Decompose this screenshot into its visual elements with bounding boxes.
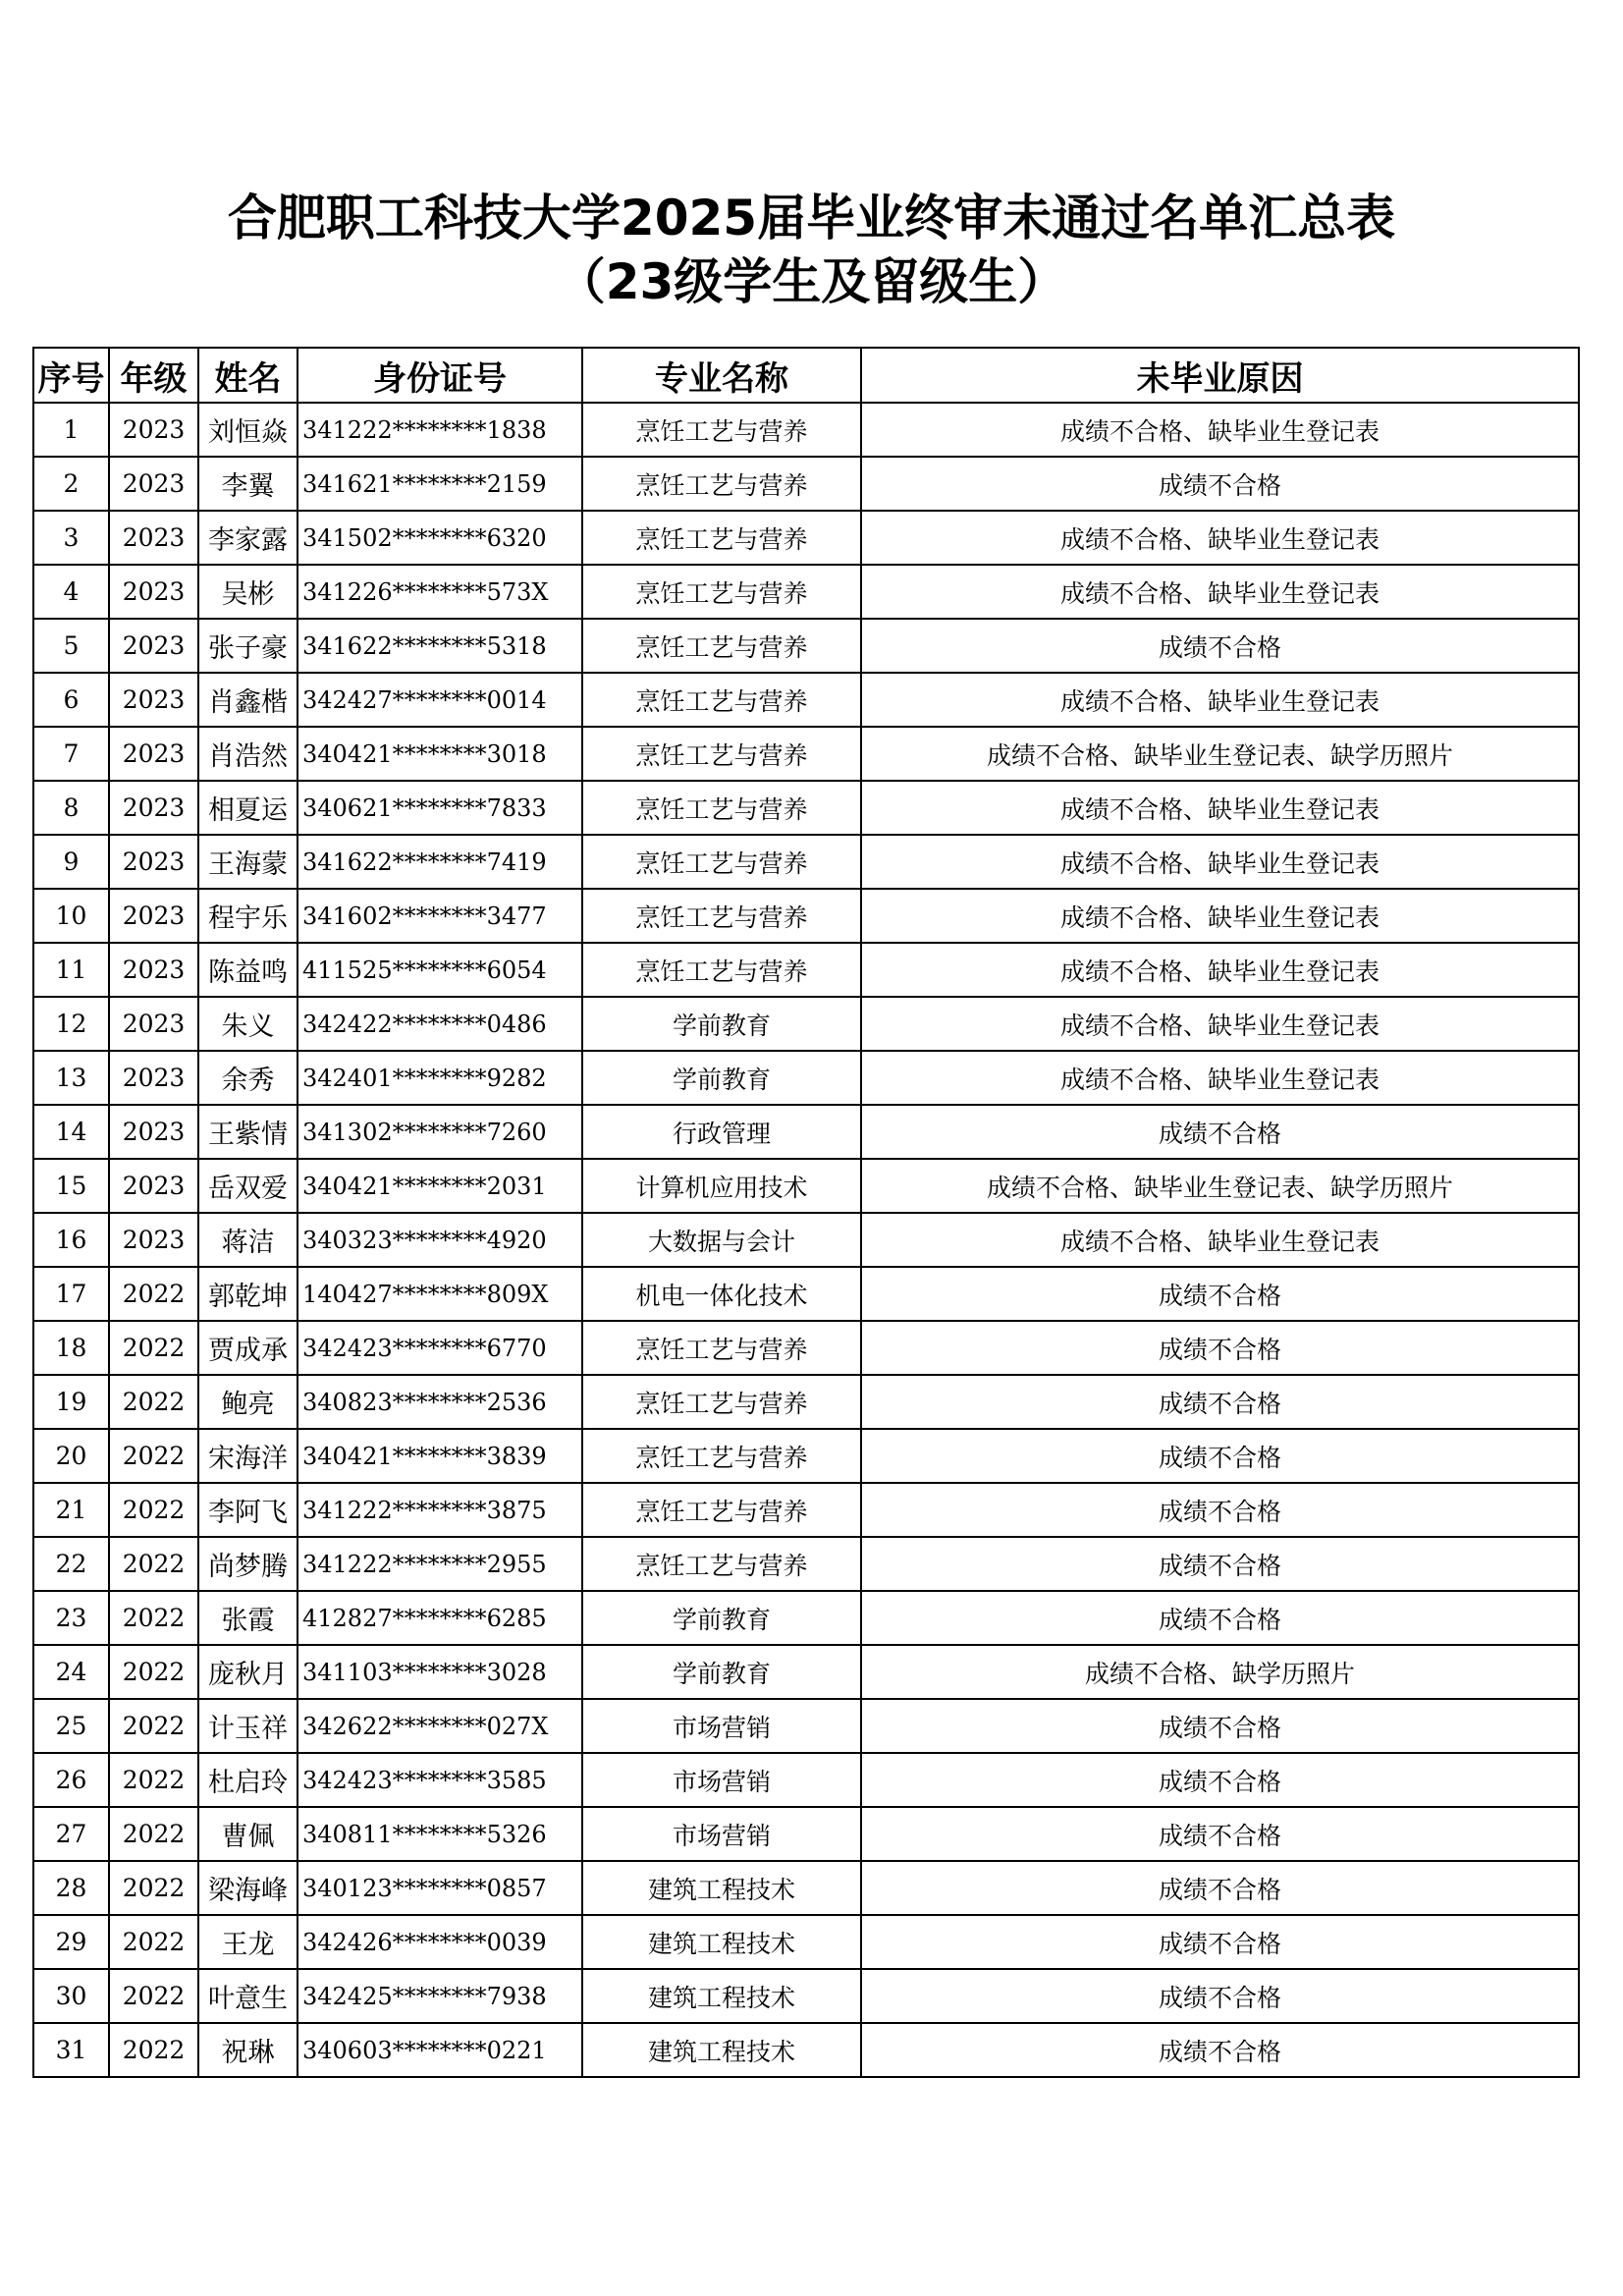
table-row: [33, 1537, 1579, 1591]
table-row: [33, 1267, 1579, 1321]
cell-major: 建筑工程技术: [582, 1861, 861, 1915]
cell-id-number: 341103********3028: [298, 1645, 582, 1699]
cell-reason: 成绩不合格、缺毕业生登记表: [861, 565, 1579, 619]
cell-major: 学前教育: [582, 997, 861, 1051]
cell-grade: 2022: [109, 1699, 198, 1753]
cell-major: 烹饪工艺与营养: [582, 619, 861, 673]
table-row: [33, 1213, 1579, 1267]
table-row: [33, 997, 1579, 1051]
table-row: [33, 1969, 1579, 2023]
cell-id-number: 341302********7260: [298, 1105, 582, 1159]
cell-grade: 2023: [109, 781, 198, 835]
cell-index: 20: [33, 1429, 109, 1483]
table-row: [33, 565, 1579, 619]
cell-id-number: 342622********027X: [298, 1699, 582, 1753]
header-grade: 年级: [109, 348, 198, 403]
cell-major: 建筑工程技术: [582, 1915, 861, 1969]
cell-index: 31: [33, 2023, 109, 2077]
cell-reason: 成绩不合格: [861, 1753, 1579, 1807]
cell-name: 张子豪: [198, 619, 298, 673]
cell-index: 17: [33, 1267, 109, 1321]
cell-grade: 2022: [109, 1861, 198, 1915]
cell-name: 李家露: [198, 511, 298, 565]
cell-index: 19: [33, 1375, 109, 1429]
cell-id-number: 342423********3585: [298, 1753, 582, 1807]
cell-reason: 成绩不合格: [861, 1483, 1579, 1537]
cell-major: 学前教育: [582, 1591, 861, 1645]
cell-grade: 2023: [109, 943, 198, 997]
cell-name: 祝琳: [198, 2023, 298, 2077]
cell-name: 朱义: [198, 997, 298, 1051]
cell-id-number: 341621********2159: [298, 457, 582, 511]
cell-name: 计玉祥: [198, 1699, 298, 1753]
cell-id-number: 341622********7419: [298, 835, 582, 889]
cell-name: 王龙: [198, 1915, 298, 1969]
table-row: [33, 1429, 1579, 1483]
cell-id-number: 341222********3875: [298, 1483, 582, 1537]
cell-reason: 成绩不合格: [861, 1537, 1579, 1591]
cell-index: 23: [33, 1591, 109, 1645]
cell-major: 市场营销: [582, 1753, 861, 1807]
table-row: [33, 943, 1579, 997]
cell-grade: 2023: [109, 403, 198, 457]
cell-index: 22: [33, 1537, 109, 1591]
cell-major: 烹饪工艺与营养: [582, 565, 861, 619]
cell-reason: 成绩不合格: [861, 2023, 1579, 2077]
cell-name: 蒋洁: [198, 1213, 298, 1267]
cell-index: 15: [33, 1159, 109, 1213]
cell-major: 烹饪工艺与营养: [582, 403, 861, 457]
cell-id-number: 341226********573X: [298, 565, 582, 619]
cell-id-number: 340123********0857: [298, 1861, 582, 1915]
cell-grade: 2022: [109, 1429, 198, 1483]
cell-name: 程宇乐: [198, 889, 298, 943]
cell-grade: 2022: [109, 1969, 198, 2023]
cell-id-number: 412827********6285: [298, 1591, 582, 1645]
table-row: [33, 835, 1579, 889]
cell-id-number: 340621********7833: [298, 781, 582, 835]
cell-name: 吴彬: [198, 565, 298, 619]
cell-grade: 2022: [109, 1753, 198, 1807]
cell-major: 烹饪工艺与营养: [582, 1375, 861, 1429]
cell-major: 烹饪工艺与营养: [582, 1483, 861, 1537]
cell-name: 肖浩然: [198, 727, 298, 781]
cell-id-number: 340823********2536: [298, 1375, 582, 1429]
cell-name: 曹佩: [198, 1807, 298, 1861]
cell-grade: 2023: [109, 1213, 198, 1267]
cell-grade: 2022: [109, 1537, 198, 1591]
cell-major: 市场营销: [582, 1699, 861, 1753]
cell-index: 5: [33, 619, 109, 673]
cell-id-number: 340421********3018: [298, 727, 582, 781]
cell-id-number: 411525********6054: [298, 943, 582, 997]
cell-major: 烹饪工艺与营养: [582, 781, 861, 835]
cell-name: 余秀: [198, 1051, 298, 1105]
cell-grade: 2022: [109, 1267, 198, 1321]
cell-grade: 2022: [109, 1375, 198, 1429]
table-row: [33, 619, 1579, 673]
cell-reason: 成绩不合格、缺毕业生登记表: [861, 1213, 1579, 1267]
table-row: [33, 1159, 1579, 1213]
cell-index: 7: [33, 727, 109, 781]
cell-grade: 2022: [109, 1483, 198, 1537]
cell-reason: 成绩不合格: [861, 1321, 1579, 1375]
table-row: [33, 1051, 1579, 1105]
cell-grade: 2022: [109, 2023, 198, 2077]
table-header-row: [33, 348, 1579, 403]
document-subtitle: （23级学生及留级生）: [556, 253, 1067, 310]
table-row: [33, 1645, 1579, 1699]
cell-major: 烹饪工艺与营养: [582, 1537, 861, 1591]
cell-id-number: 342426********0039: [298, 1915, 582, 1969]
table-row: [33, 781, 1579, 835]
cell-id-number: 341602********3477: [298, 889, 582, 943]
cell-major: 行政管理: [582, 1105, 861, 1159]
cell-name: 鲍亮: [198, 1375, 298, 1429]
table-row: [33, 1915, 1579, 1969]
cell-grade: 2023: [109, 673, 198, 727]
cell-index: 25: [33, 1699, 109, 1753]
cell-index: 26: [33, 1753, 109, 1807]
cell-name: 岳双爱: [198, 1159, 298, 1213]
cell-major: 烹饪工艺与营养: [582, 511, 861, 565]
cell-name: 王海蒙: [198, 835, 298, 889]
header-reason: 未毕业原因: [861, 348, 1579, 403]
table-row: [33, 889, 1579, 943]
table-row: [33, 1105, 1579, 1159]
cell-reason: 成绩不合格: [861, 1699, 1579, 1753]
table-row: [33, 1483, 1579, 1537]
cell-index: 16: [33, 1213, 109, 1267]
cell-reason: 成绩不合格: [861, 1267, 1579, 1321]
cell-index: 21: [33, 1483, 109, 1537]
cell-id-number: 340811********5326: [298, 1807, 582, 1861]
cell-reason: 成绩不合格: [861, 1861, 1579, 1915]
cell-index: 6: [33, 673, 109, 727]
cell-name: 郭乾坤: [198, 1267, 298, 1321]
cell-reason: 成绩不合格: [861, 1375, 1579, 1429]
cell-grade: 2023: [109, 1051, 198, 1105]
header-major: 专业名称: [582, 348, 861, 403]
cell-grade: 2023: [109, 619, 198, 673]
cell-id-number: 340603********0221: [298, 2023, 582, 2077]
cell-id-number: 341222********2955: [298, 1537, 582, 1591]
cell-name: 李翼: [198, 457, 298, 511]
cell-index: 28: [33, 1861, 109, 1915]
table-row: [33, 457, 1579, 511]
cell-index: 11: [33, 943, 109, 997]
cell-name: 庞秋月: [198, 1645, 298, 1699]
cell-index: 9: [33, 835, 109, 889]
cell-index: 10: [33, 889, 109, 943]
table-row: [33, 727, 1579, 781]
cell-grade: 2023: [109, 997, 198, 1051]
cell-id-number: 342425********7938: [298, 1969, 582, 2023]
cell-reason: 成绩不合格、缺毕业生登记表: [861, 673, 1579, 727]
cell-reason: 成绩不合格、缺毕业生登记表: [861, 889, 1579, 943]
cell-major: 建筑工程技术: [582, 1969, 861, 2023]
cell-index: 30: [33, 1969, 109, 2023]
cell-id-number: 342427********0014: [298, 673, 582, 727]
cell-name: 梁海峰: [198, 1861, 298, 1915]
cell-reason: 成绩不合格: [861, 1807, 1579, 1861]
cell-name: 张霞: [198, 1591, 298, 1645]
header-name: 姓名: [198, 348, 298, 403]
cell-name: 肖鑫楷: [198, 673, 298, 727]
cell-major: 大数据与会计: [582, 1213, 861, 1267]
cell-reason: 成绩不合格: [861, 1969, 1579, 2023]
cell-index: 1: [33, 403, 109, 457]
cell-name: 王紫情: [198, 1105, 298, 1159]
cell-reason: 成绩不合格、缺毕业生登记表: [861, 835, 1579, 889]
cell-index: 14: [33, 1105, 109, 1159]
cell-id-number: 341622********5318: [298, 619, 582, 673]
cell-reason: 成绩不合格、缺毕业生登记表: [861, 511, 1579, 565]
cell-name: 李阿飞: [198, 1483, 298, 1537]
cell-major: 烹饪工艺与营养: [582, 835, 861, 889]
cell-name: 杜启玲: [198, 1753, 298, 1807]
cell-id-number: 342422********0486: [298, 997, 582, 1051]
cell-grade: 2023: [109, 727, 198, 781]
table-row: [33, 1321, 1579, 1375]
header-index: 序号: [33, 348, 109, 403]
cell-index: 3: [33, 511, 109, 565]
cell-reason: 成绩不合格: [861, 1591, 1579, 1645]
cell-grade: 2022: [109, 1645, 198, 1699]
cell-major: 建筑工程技术: [582, 2023, 861, 2077]
cell-reason: 成绩不合格、缺毕业生登记表: [861, 997, 1579, 1051]
cell-grade: 2022: [109, 1321, 198, 1375]
cell-grade: 2023: [109, 511, 198, 565]
cell-name: 叶意生: [198, 1969, 298, 2023]
cell-major: 学前教育: [582, 1645, 861, 1699]
table-row: [33, 1375, 1579, 1429]
cell-index: 2: [33, 457, 109, 511]
cell-major: 市场营销: [582, 1807, 861, 1861]
cell-reason: 成绩不合格: [861, 1915, 1579, 1969]
cell-id-number: 342401********9282: [298, 1051, 582, 1105]
table-row: [33, 1591, 1579, 1645]
table-row: [33, 403, 1579, 457]
cell-grade: 2023: [109, 1105, 198, 1159]
cell-reason: 成绩不合格: [861, 457, 1579, 511]
cell-index: 27: [33, 1807, 109, 1861]
cell-reason: 成绩不合格: [861, 1429, 1579, 1483]
cell-id-number: 140427********809X: [298, 1267, 582, 1321]
cell-id-number: 341222********1838: [298, 403, 582, 457]
table-row: [33, 1753, 1579, 1807]
cell-reason: 成绩不合格、缺毕业生登记表: [861, 403, 1579, 457]
cell-reason: 成绩不合格、缺毕业生登记表: [861, 943, 1579, 997]
table-row: [33, 1861, 1579, 1915]
cell-reason: 成绩不合格: [861, 619, 1579, 673]
cell-reason: 成绩不合格、缺毕业生登记表、缺学历照片: [861, 727, 1579, 781]
cell-grade: 2023: [109, 1159, 198, 1213]
cell-index: 13: [33, 1051, 109, 1105]
cell-reason: 成绩不合格、缺毕业生登记表、缺学历照片: [861, 1159, 1579, 1213]
cell-major: 烹饪工艺与营养: [582, 943, 861, 997]
cell-major: 烹饪工艺与营养: [582, 727, 861, 781]
cell-grade: 2022: [109, 1807, 198, 1861]
cell-major: 计算机应用技术: [582, 1159, 861, 1213]
cell-reason: 成绩不合格、缺毕业生登记表: [861, 781, 1579, 835]
table-row: [33, 1699, 1579, 1753]
table-row: [33, 2023, 1579, 2077]
table-row: [33, 1807, 1579, 1861]
cell-name: 尚梦腾: [198, 1537, 298, 1591]
cell-id-number: 342423********6770: [298, 1321, 582, 1375]
table-row: [33, 673, 1579, 727]
cell-index: 4: [33, 565, 109, 619]
cell-major: 学前教育: [582, 1051, 861, 1105]
cell-grade: 2022: [109, 1915, 198, 1969]
cell-grade: 2023: [109, 835, 198, 889]
cell-grade: 2022: [109, 1591, 198, 1645]
cell-major: 烹饪工艺与营养: [582, 1321, 861, 1375]
cell-name: 刘恒焱: [198, 403, 298, 457]
cell-name: 宋海洋: [198, 1429, 298, 1483]
cell-id-number: 341502********6320: [298, 511, 582, 565]
cell-grade: 2023: [109, 889, 198, 943]
cell-id-number: 340421********2031: [298, 1159, 582, 1213]
cell-major: 烹饪工艺与营养: [582, 1429, 861, 1483]
cell-reason: 成绩不合格、缺学历照片: [861, 1645, 1579, 1699]
cell-grade: 2023: [109, 565, 198, 619]
cell-id-number: 340323********4920: [298, 1213, 582, 1267]
cell-index: 18: [33, 1321, 109, 1375]
cell-major: 烹饪工艺与营养: [582, 673, 861, 727]
table-row: [33, 511, 1579, 565]
cell-name: 相夏运: [198, 781, 298, 835]
cell-index: 29: [33, 1915, 109, 1969]
cell-name: 陈益鸣: [198, 943, 298, 997]
cell-reason: 成绩不合格、缺毕业生登记表: [861, 1051, 1579, 1105]
graduation-failure-table: [32, 347, 1580, 2078]
cell-major: 机电一体化技术: [582, 1267, 861, 1321]
cell-id-number: 340421********3839: [298, 1429, 582, 1483]
document-title: 合肥职工科技大学2025届毕业终审未通过名单汇总表: [227, 190, 1396, 246]
cell-index: 8: [33, 781, 109, 835]
cell-index: 12: [33, 997, 109, 1051]
cell-reason: 成绩不合格: [861, 1105, 1579, 1159]
table-body: [33, 403, 1579, 2077]
cell-index: 24: [33, 1645, 109, 1699]
header-id-number: 身份证号: [298, 348, 582, 403]
cell-grade: 2023: [109, 457, 198, 511]
cell-major: 烹饪工艺与营养: [582, 457, 861, 511]
cell-major: 烹饪工艺与营养: [582, 889, 861, 943]
cell-name: 贾成承: [198, 1321, 298, 1375]
